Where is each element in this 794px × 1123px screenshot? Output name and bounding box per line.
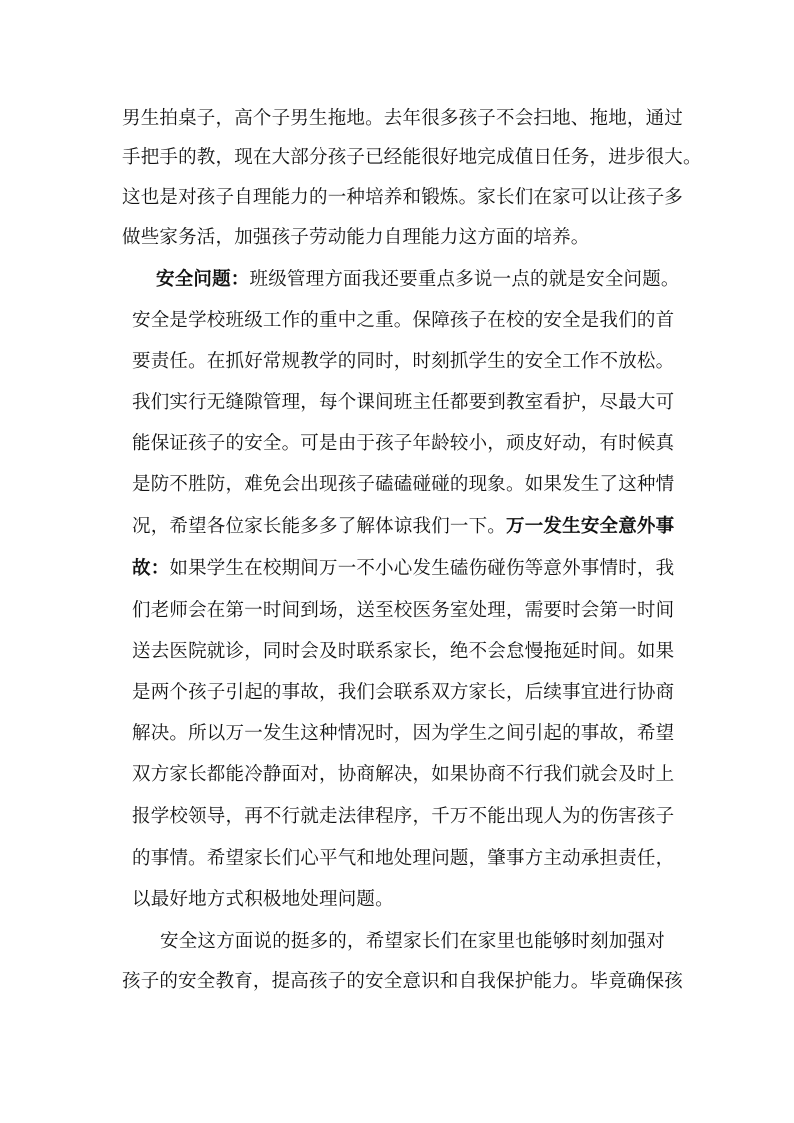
accident-heading-part-1: 万一发生安全意外事: [506, 516, 675, 537]
paragraph-2-line-9: 们老师会在第一时间到场，送至校医务室处理，需要时会第一时间: [132, 600, 675, 621]
paragraph-2-line-10: 送去医院就诊，同时会及时联系家长，绝不会怠慢拖延时间。如果: [132, 641, 675, 662]
accident-heading-part-2: 故：: [132, 558, 170, 579]
paragraph-2-line-16: 以最好地方式积极地处理问题。: [132, 889, 394, 910]
paragraph-2-line-6: 是防不胜防，难免会出现孩子磕磕碰碰的现象。如果发生了这种情: [132, 474, 675, 495]
paragraph-2-line-3: 要责任。在抓好常规教学的同时，时刻抓学生的安全工作不放松。: [132, 351, 675, 372]
paragraph-2-line-15: 的事情。希望家长们心平气和地处理问题，肇事方主动承担责任，: [132, 848, 675, 869]
paragraph-2-line-4: 我们实行无缝隙管理，每个课间班主任都要到教室看护，尽最大可: [132, 392, 675, 413]
paragraph-1-line-3: 这也是对孩子自理能力的一种培养和锻炼。家长们在家可以让孩子多: [122, 187, 684, 208]
paragraph-2-line-7-text: 况，希望各位家长能多多了解体谅我们一下。: [132, 516, 507, 537]
paragraph-2-line-1: [156, 268, 680, 292]
paragraph-2-line-8: [132, 557, 674, 581]
paragraph-2-line-11: 是两个孩子引起的事故，我们会联系双方家长，后续事宜进行协商: [132, 682, 675, 703]
paragraph-2-line-2: 安全是学校班级工作的重中之重。保障孩子在校的安全是我们的首: [132, 310, 675, 331]
paragraph-2-line-1-text: 班级管理方面我还要重点多说一点的就是安全问题。: [249, 269, 680, 290]
paragraph-2-line-5: 能保证孩子的安全。可是由于孩子年龄较小，顽皮好动，有时候真: [132, 433, 675, 454]
paragraph-2-line-7: [132, 515, 674, 539]
paragraph-1-line-4: 做些家务活，加强孩子劳动能力自理能力这方面的培养。: [122, 227, 590, 248]
paragraph-3-line-2: 孩子的安全教育，提高孩子的安全意识和自我保护能力。毕竟确保孩: [122, 971, 684, 992]
paragraph-2-line-14: 报学校领导，再不行就走法律程序，千万不能出现人为的伤害孩子: [132, 806, 675, 827]
paragraph-2-line-13: 双方家长都能冷静面对，协商解决，如果协商不行我们就会及时上: [132, 764, 675, 785]
paragraph-1-line-2: 手把手的教，现在大部分孩子已经能很好地完成值日任务，进步很大。: [122, 147, 702, 168]
paragraph-2-line-8-text: 如果学生在校期间万一不小心发生磕伤碰伤等意外事情时，我: [169, 558, 675, 579]
paragraph-1-line-1: 男生拍桌子，高个子男生拖地。去年很多孩子不会扫地、拖地，通过: [122, 108, 684, 129]
paragraph-3-line-1: 安全这方面说的挺多的，希望家长们在家里也能够时刻加强对: [160, 931, 665, 952]
paragraph-2-line-12: 解决。所以万一发生这种情况时，因为学生之间引起的事故，希望: [132, 723, 675, 744]
safety-heading: 安全问题：: [156, 269, 250, 290]
